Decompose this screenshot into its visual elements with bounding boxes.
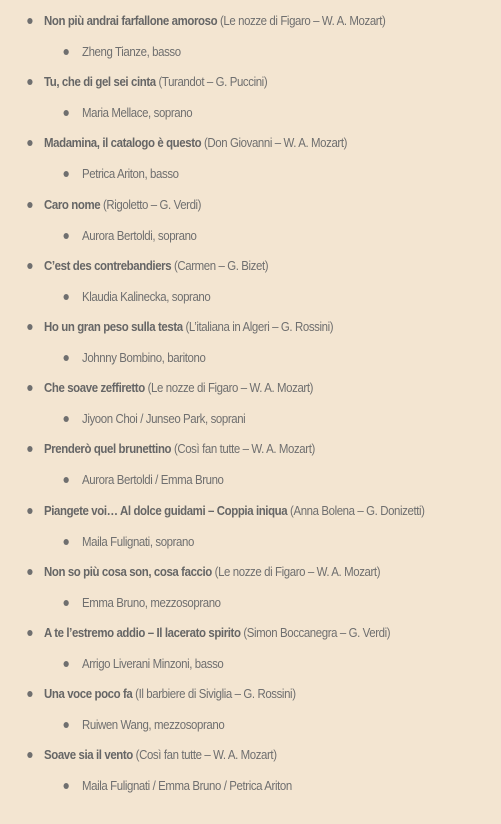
aria-source: (Rigoletto – G. Verdi) (102, 196, 202, 212)
aria-title: Ho un gran peso sulla testa (44, 318, 183, 334)
aria-list-item (0, 428, 501, 489)
aria-list-item (0, 551, 501, 612)
aria-list-item (0, 184, 501, 245)
aria-list-item (0, 306, 501, 367)
aria-source: (Così fan tutte – W. A. Mozart) (135, 747, 277, 763)
aria-entry (44, 684, 296, 704)
performer-entry: Maila Fulignati / Emma Bruno / Petrica Ariton (82, 776, 292, 796)
performer-entry: Arrigo Liverani Minzoni, basso (82, 654, 223, 674)
aria-entry (44, 501, 425, 521)
aria-entry (44, 745, 277, 765)
performer-entry: Ruiwen Wang, mezzosoprano (82, 715, 224, 735)
aria-source: (Don Giovanni – W. A. Mozart) (204, 135, 348, 151)
aria-source: (Turandot – G. Puccini) (158, 74, 268, 90)
aria-source: (Anna Bolena – G. Donizetti) (290, 502, 425, 518)
aria-entry (44, 133, 347, 153)
aria-source: (Le nozze di Figaro – W. A. Mozart) (219, 13, 386, 28)
performer-entry: Maila Fulignati, soprano (82, 532, 194, 552)
aria-list-item (0, 61, 501, 122)
aria-list-item (0, 673, 501, 734)
aria-entry (44, 439, 315, 459)
performer-entry: Zheng Tianze, basso (82, 42, 181, 62)
performer-entry: Emma Bruno, mezzosoprano (82, 593, 221, 613)
aria-title: Piangete voi… Al dolce guidami – Coppia iniqua (44, 502, 288, 518)
performer-entry: Petrica Ariton, basso (82, 164, 179, 184)
performer-entry: Aurora Bertoldi, soprano (82, 226, 197, 246)
aria-entry (44, 195, 201, 215)
aria-title: Soave sia il vento (44, 747, 133, 763)
aria-list-item (0, 367, 501, 428)
aria-title: C’est des contrebandiers (44, 257, 172, 273)
aria-title: Prenderò quel brunettino (44, 441, 172, 457)
aria-entry (44, 72, 267, 92)
aria-list-item (0, 245, 501, 306)
aria-title: Caro nome (44, 196, 101, 212)
performer-entry: Jiyoon Choi / Junseo Park, soprani (82, 409, 245, 429)
aria-source: (Così fan tutte – W. A. Mozart) (173, 441, 315, 457)
aria-list-item (0, 0, 501, 61)
aria-source: (Il barbiere di Siviglia – G. Rossini) (135, 686, 296, 702)
aria-title: Non so più cosa son, cosa faccio (44, 563, 212, 579)
performer-entry: Johnny Bombino, baritono (82, 348, 205, 368)
aria-entry (44, 11, 385, 31)
performer-entry: Aurora Bertoldi / Emma Bruno (82, 470, 224, 490)
aria-list-item (0, 490, 501, 551)
aria-source: (Le nozze di Figaro – W. A. Mozart) (147, 380, 314, 396)
aria-title: Tu, che di gel sei cinta (44, 74, 156, 90)
aria-title: Che soave zeffiretto (44, 380, 145, 396)
aria-entry (44, 378, 313, 398)
aria-list-item (0, 122, 501, 183)
aria-entry (44, 256, 268, 276)
aria-entry (44, 317, 333, 337)
aria-title: Non più andrai farfallone amoroso (44, 13, 218, 28)
aria-source: (Le nozze di Figaro – W. A. Mozart) (214, 563, 381, 579)
aria-entry (44, 623, 390, 643)
aria-title: Madamina, il catalogo è questo (44, 135, 202, 151)
aria-list-item (0, 612, 501, 673)
aria-list-item (0, 734, 501, 795)
aria-title: Una voce poco fa (44, 686, 133, 702)
aria-title: A te l’estremo addio – Il lacerato spirito (44, 624, 241, 640)
aria-source: (Carmen – G. Bizet) (173, 257, 269, 273)
performer-entry: Maria Mellace, soprano (82, 103, 192, 123)
performer-entry: Klaudia Kalinecka, soprano (82, 287, 210, 307)
aria-source: (L’italiana in Algeri – G. Rossini) (185, 318, 334, 334)
aria-entry (44, 562, 380, 582)
aria-source: (Simon Boccanegra – G. Verdi) (243, 624, 391, 640)
